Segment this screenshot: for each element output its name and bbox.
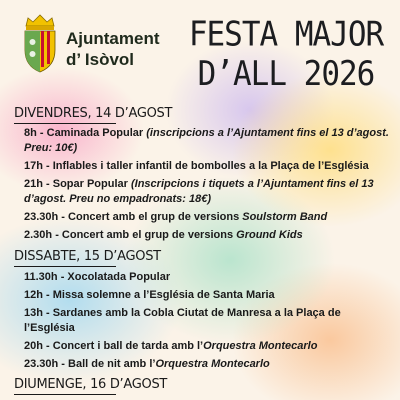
day-underline (14, 266, 116, 267)
day-label: DISSABTE, 15 D’AGOST (14, 249, 161, 264)
event-text: - Missa solemne a l’Església de Santa Maria (42, 289, 275, 301)
event-time: 12h (24, 289, 43, 301)
event-time: 21h (24, 178, 43, 190)
event-time: 2.30h (24, 229, 53, 241)
event-time: 11.30h (24, 271, 58, 283)
page-title (186, 15, 386, 95)
event-item (24, 126, 390, 156)
event-time: 17h (24, 160, 43, 172)
event-text: - Inflables i taller infantil de bombolles a la Plaça de l’Església (42, 160, 369, 172)
event-text: - Concert amb el grup de versions (58, 211, 243, 223)
town-name (66, 28, 160, 70)
day-underline (14, 123, 116, 124)
day-underline (14, 394, 116, 395)
event-item (24, 357, 390, 372)
town-name-line2: d’ Isòvol (66, 50, 135, 69)
event-time: 23.30h (24, 211, 59, 223)
town-name-line1: Ajuntament (66, 29, 160, 48)
event-note: Orquestra Montecarlo (155, 358, 270, 370)
day-label: DIVENDRES, 14 D’AGOST (14, 106, 173, 121)
event-text: - Caminada Popular (36, 127, 147, 139)
event-time: 13h (24, 307, 43, 319)
event-note: (inscripcions a l’Ajuntament fins el 13 d’agost. Preu: 10€) (24, 127, 389, 154)
event-item (24, 177, 390, 207)
event-item (24, 159, 390, 174)
event-note: Soulstorm Band (242, 211, 328, 223)
title-line1: FESTA MAJOR (188, 15, 384, 54)
event-note: Ground Kids (236, 229, 303, 241)
event-item (24, 339, 390, 354)
event-item (24, 270, 390, 285)
town-coat-of-arms-logo (20, 12, 60, 74)
title-line2: D’ALL 2026 (197, 55, 375, 94)
event-item (24, 210, 390, 225)
event-text: - Sardanes amb la Cobla Ciutat de Manresa a la Plaça de l’Església (24, 307, 341, 334)
event-list (24, 126, 390, 246)
event-list (24, 270, 390, 375)
day-heading (14, 106, 172, 124)
event-text: - Concert amb el grup de versions (52, 229, 237, 241)
day-heading (14, 249, 161, 267)
event-text: - Sopar Popular (42, 178, 131, 190)
event-item (24, 228, 390, 243)
day-label: DIUMENGE, 16 D’AGOST (14, 377, 168, 392)
header (0, 0, 400, 100)
day-heading (14, 377, 167, 395)
event-text: - Ball de nit amb l’ (58, 358, 156, 370)
event-time: 20h (24, 340, 43, 352)
event-time: 23.30h (24, 358, 59, 370)
event-time: 8h (24, 127, 37, 139)
event-item (24, 288, 390, 303)
event-note: (Inscripcions i tiquets a l’Ajuntament fins el 13 d’agost. Preu no empadronats: 18€) (24, 178, 374, 205)
event-note: Orquestra Montecarlo (203, 340, 318, 352)
event-item (24, 306, 390, 336)
event-text: - Concert i ball de tarda amb l’ (42, 340, 204, 352)
event-text: - Xocolatada Popular (57, 271, 171, 283)
